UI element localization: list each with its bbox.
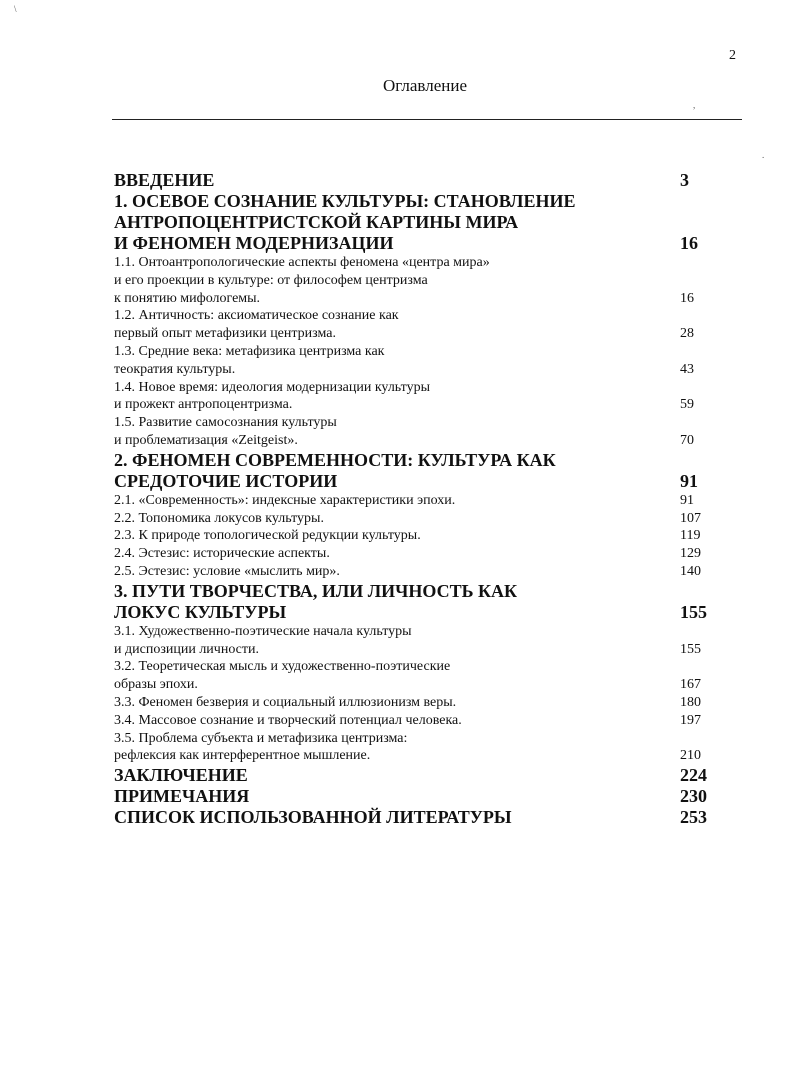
page-title: Оглавление	[383, 76, 467, 95]
toc-entry-title: 1.5. Развитие самосознания культуры	[114, 415, 337, 431]
table-of-contents	[114, 170, 714, 828]
toc-page-number: 230	[680, 786, 707, 807]
toc-entry-row	[114, 527, 714, 545]
toc-page-number: 107	[680, 510, 701, 526]
toc-page-number: 210	[680, 748, 701, 764]
toc-entry-title: 3.4. Массовое сознание и творческий потенциал человека.	[114, 712, 462, 728]
toc-heading-row	[114, 170, 714, 191]
toc-page-number: 155	[680, 601, 707, 622]
toc-page-number: 28	[680, 326, 694, 342]
toc-entry-title: ЗАКЛЮЧЕНИЕ	[114, 765, 248, 786]
toc-entry-title: 2.5. Эстезис: условие «мыслить мир».	[114, 563, 340, 579]
toc-entry-title: и прожект антропоцентризма.	[114, 397, 293, 413]
toc-entry-title: 1.4. Новое время: идеология модернизации культуры	[114, 379, 430, 395]
toc-page-number: 59	[680, 397, 694, 413]
toc-entry-title: к понятию мифологемы.	[114, 290, 261, 306]
toc-entry-row	[114, 307, 714, 325]
toc-page-number: 129	[680, 546, 701, 562]
toc-entry-title: 1.1. Онтоантропологические аспекты феномена «центра мира»	[114, 255, 490, 270]
toc-entry-title: 3.5. Проблема субъекта и метафизика центризма:	[114, 730, 408, 746]
toc-page-number: 224	[680, 765, 707, 786]
toc-entry-title: 2.3. К природе топологической редукции культуры.	[114, 528, 421, 544]
toc-entry-row	[114, 712, 714, 730]
toc-entry-row	[114, 272, 714, 290]
toc-entry-row	[114, 325, 714, 343]
toc-entry-row	[114, 510, 714, 528]
toc-page-number: 3	[680, 170, 689, 190]
toc-entry-row	[114, 658, 714, 676]
toc-page-number: 167	[680, 677, 701, 693]
toc-heading-row	[114, 786, 714, 807]
page-number: 2	[729, 48, 736, 63]
toc-entry-title: СРЕДОТОЧИЕ ИСТОРИИ	[114, 470, 338, 491]
toc-entry-row	[114, 396, 714, 414]
toc-entry-title: ВВЕДЕНИЕ	[114, 170, 215, 190]
toc-entry-title: 1.3. Средние века: метафизика центризма как	[114, 343, 385, 359]
toc-entry-row	[114, 730, 714, 748]
title-divider	[112, 119, 742, 120]
toc-entry-row	[114, 563, 714, 581]
toc-entry-title: рефлексия как интерферентное мышление.	[114, 748, 371, 764]
toc-entry-row	[114, 623, 714, 641]
scan-speck: .	[762, 150, 765, 160]
toc-entry-row	[114, 414, 714, 432]
toc-entry-row	[114, 432, 714, 450]
toc-heading-row	[114, 233, 714, 254]
toc-entry-title: и диспозиции личности.	[114, 641, 259, 657]
toc-heading-row	[114, 191, 714, 212]
toc-heading-row	[114, 581, 714, 602]
toc-heading-row	[114, 450, 714, 471]
toc-entry-title: 1. ОСЕВОЕ СОЗНАНИЕ КУЛЬТУРЫ: СТАНОВЛЕНИЕ	[114, 191, 576, 211]
toc-page-number: 91	[680, 470, 698, 491]
toc-entry-title: ЛОКУС КУЛЬТУРЫ	[114, 601, 287, 622]
toc-entry-title: 2. ФЕНОМЕН СОВРЕМЕННОСТИ: КУЛЬТУРА КАК	[114, 449, 556, 470]
toc-page-number: 140	[680, 563, 701, 579]
toc-entry-row	[114, 492, 714, 510]
toc-entry-row	[114, 676, 714, 694]
toc-entry-row	[114, 694, 714, 712]
toc-page-number: 70	[680, 432, 694, 448]
toc-page-number: 16	[680, 290, 694, 306]
toc-entry-row	[114, 747, 714, 765]
toc-entry-title: первый опыт метафизики центризма.	[114, 326, 336, 342]
toc-entry-title: и проблематизация «Zeitgeist».	[114, 432, 298, 448]
toc-page-number: 16	[680, 233, 698, 253]
toc-entry-row	[114, 343, 714, 361]
toc-entry-title: теократия культуры.	[114, 361, 236, 377]
toc-page-number: 91	[680, 492, 694, 508]
toc-entry-title: И ФЕНОМЕН МОДЕРНИЗАЦИИ	[114, 233, 394, 253]
toc-entry-title: 1.2. Античность: аксиоматическое сознание как	[114, 308, 399, 324]
toc-page-number: 155	[680, 641, 701, 657]
toc-entry-title: ПРИМЕЧАНИЯ	[114, 786, 250, 807]
toc-entry-title: 3.2. Теоретическая мысль и художественно-поэтические	[114, 659, 451, 675]
toc-entry-title: 3. ПУТИ ТВОРЧЕСТВА, ИЛИ ЛИЧНОСТЬ КАК	[114, 580, 518, 601]
toc-entry-row	[114, 545, 714, 563]
toc-page-number: 43	[680, 361, 694, 377]
toc-entry-title: и его проекции в культуре: от философем центризма	[114, 272, 428, 288]
toc-heading-row	[114, 807, 714, 828]
toc-heading-row	[114, 212, 714, 233]
toc-entry-row	[114, 290, 714, 308]
toc-entry-title: 3.1. Художественно-поэтические начала культуры	[114, 623, 412, 639]
toc-entry-title: образы эпохи.	[114, 677, 198, 693]
toc-page-number: 180	[680, 694, 701, 710]
toc-page-number: 253	[680, 807, 707, 828]
toc-entry-title: 2.4. Эстезис: исторические аспекты.	[114, 546, 330, 562]
toc-heading-row	[114, 602, 714, 623]
toc-entry-title: 3.3. Феномен безверия и социальный иллюзионизм веры.	[114, 694, 457, 710]
toc-entry-row	[114, 641, 714, 659]
toc-entry-title: 2.2. Топономика локусов культуры.	[114, 510, 324, 526]
toc-entry-title: СПИСОК ИСПОЛЬЗОВАННОЙ ЛИТЕРАТУРЫ	[114, 807, 512, 828]
toc-entry-title: 2.1. «Современность»: индексные характеристики эпохи.	[114, 492, 456, 508]
scan-speck: \	[14, 4, 17, 14]
toc-entry-row	[114, 254, 714, 272]
toc-heading-row	[114, 765, 714, 786]
toc-page-number: 197	[680, 712, 701, 728]
scan-speck: ,	[693, 100, 696, 110]
toc-entry-title: АНТРОПОЦЕНТРИСТСКОЙ КАРТИНЫ МИРА	[114, 212, 519, 232]
toc-page-number: 119	[680, 528, 701, 544]
toc-entry-row	[114, 379, 714, 397]
toc-heading-row	[114, 471, 714, 492]
toc-entry-row	[114, 361, 714, 379]
